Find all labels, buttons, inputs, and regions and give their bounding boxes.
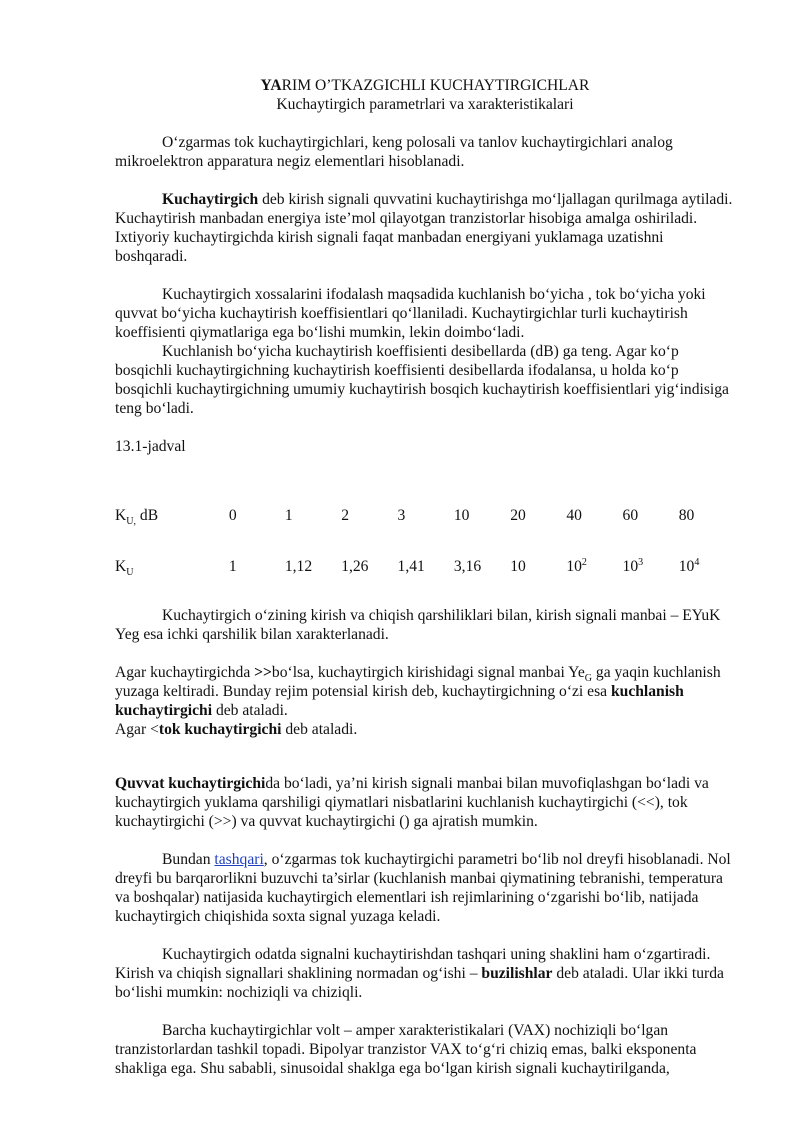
table-cell: 1,12 <box>284 558 313 575</box>
term-distortions: buzilishlar <box>481 965 553 982</box>
paragraph-definition <box>115 190 735 266</box>
paragraph-decibels: Kuchlanish bo‘yicha kuchaytirish koeffisienti desibellarda (dB) ga teng. Agar ko‘p bosqichli kuchaytirgichning kuchaytirish koeffisienti desibellarda ifodalansa, u holda ko‘p bosqichli kuchaytirgichning umumiy kuchaytirish bosqich kuchaytirish koeffisientlari yig‘indisiga teng bo‘ladi. <box>115 343 729 417</box>
paragraph-coefficients: Kuchaytirgich xossalarini ifodalash maqsadida kuchlanish bo‘yicha , tok bo‘yicha yoki quvvat bo‘yicha kuchaytirish koeffisientlari qo‘llaniladi. Kuchaytirgichlar turli kuchaytirish koeffisienti qiymatlariga ega bo‘lishi mumkin, lekin doimbo‘ladi. <box>115 286 706 341</box>
table-caption: 13.1-jadval <box>115 438 186 455</box>
term-current-amplifier: tok kuchaytirgichi <box>158 721 282 738</box>
definition-text: deb kirish signali quvvatini kuchaytirishga mo‘ljallagan qurilmaga aytiladi. Kuchaytirish manbadan energiya iste’mol qilayotgan tranzistorlar hisobiga amalga oshiriladi. Ixtiyoriy kuchaytirgichda kirish signali faqat manbadan energiyani yuklamaga uzatishni boshqaradi. <box>115 191 733 265</box>
title-rest: RIM O’TKAZGICHLI KUCHAYTIRGICHLAR <box>281 77 590 94</box>
row-label-ku: $K_U$ <box>115 558 134 579</box>
table-cell: 1,26 <box>341 558 369 575</box>
table-cell: 2 <box>341 507 349 524</box>
term-voltage-amplifier: kuchlanish kuchaytirgichi <box>115 683 684 719</box>
paragraph-power-amplifier: Quvvat kuchaytirgichida bo‘ladi, ya’ni kirish signali manbai bilan muvofiqlashgan bo‘ladi va kuchaytirgich yuklama qarshiligi qiymatlari nisbatlarini kuchlanish kuchaytirgichi (<<), tok kuchaytirgichi (>>) va quvvat kuchaytirgichi () ga ajratish mumkin. <box>115 775 709 830</box>
table-cell: 10 <box>453 507 470 524</box>
paragraph-voltage-amplifier: Agar kuchaytirgichda >>bo‘lsa, kuchaytirgich kirishidagi signal manbai $Ye_G$ ga yaqin kuchlanish yuzaga keltiradi. Bunday rejim potensial kirish deb, kuchaytirgichning o‘zi esa kuchlanish kuchaytirgichi deb ataladi. <box>115 664 721 719</box>
table-cell: 0 <box>228 507 237 524</box>
table-cell: 3 <box>397 507 406 524</box>
table-cell: 20 <box>510 507 526 524</box>
table-cell: 10 <box>510 558 526 575</box>
table-cell-power: $10^2$ <box>566 556 587 575</box>
table-cell-power: $10^3$ <box>622 556 644 575</box>
table-row-ratio <box>115 541 735 592</box>
term-kuchaytirgich: Kuchaytirgich <box>162 191 259 208</box>
table-cell-power: $10^4$ <box>678 556 700 575</box>
paragraph-vax: Barcha kuchaytirgichlar volt – amper xarakteristikalari (VAX) nochiziqli bo‘lgan tranzistorlardan tashkil topadi. Bipolyar tranzistor VAX to‘g‘ri chiziq emas, balki eksponenta shakliga ega. Shu sababli, sinusoidal shaklga ega bo‘lgan kirish signali kuchaytirilganda, <box>115 1022 697 1077</box>
table-cell: 60 <box>622 507 639 524</box>
term-power-amplifier: Quvvat kuchaytirgichi <box>115 775 266 792</box>
table-cell: 1 <box>284 507 293 524</box>
gain-table <box>115 490 735 592</box>
table-cell: 1 <box>228 558 237 575</box>
paragraph-distortions: Kuchaytirgich odatda signalni kuchaytirishdan tashqari uning shaklini ham o‘zgartiradi. Kirish va chiqish signallari shaklining normadan og‘ishi – buzilishlar deb ataladi. Ular ikki turda bo‘lishi mumkin: nochiziqli va chiziqli. <box>115 946 724 1001</box>
document-page <box>115 76 735 1078</box>
table-cell: 3,16 <box>453 558 482 575</box>
paragraph-resistances: Kuchaytirgich o‘zining kirish va chiqish qarshiliklari bilan, kirish signali manbai – EYuK Yeg esa ichki qarshilik bilan xarakterlanadi. <box>115 607 721 643</box>
tashqari-link[interactable]: tashqari <box>214 851 264 868</box>
table-cell: 40 <box>566 507 582 524</box>
document-subtitle: Kuchaytirgich parametrlari va xarakteristikalari <box>276 96 574 113</box>
row-label-ku-db: $K_{U,}$ dB <box>115 507 159 528</box>
table-cell: 1,41 <box>397 558 425 575</box>
title-bold-part: YA <box>260 77 282 94</box>
paragraph-intro: O‘zgarmas tok kuchaytirgichlari, keng polosali va tanlov kuchaytirgichlari analog mikroelektron apparatura negiz elementlari hisoblanadi. <box>115 134 673 170</box>
table-cell: 80 <box>678 507 695 524</box>
document-title <box>115 76 735 95</box>
table-row-db <box>115 490 735 541</box>
paragraph-zero-drift: Bundan tashqari, o‘zgarmas tok kuchaytirgichi parametri bo‘lib nol dreyfi hisoblanadi. Nol dreyfi bu barqarorlikni buzuvchi ta’sirlar (kuchlanish manbai qiymatining tebranishi, temperatura va boshqalar) natijasida kuchaytirgich elementlari ish rejimlarining o‘zgarishi bo‘lib, natijada kuchaytirgich chiqishida soxta signal yuzaga keladi. <box>115 851 731 925</box>
paragraph-current-amplifier: Agar <tok kuchaytirgichi deb ataladi. <box>115 721 358 738</box>
